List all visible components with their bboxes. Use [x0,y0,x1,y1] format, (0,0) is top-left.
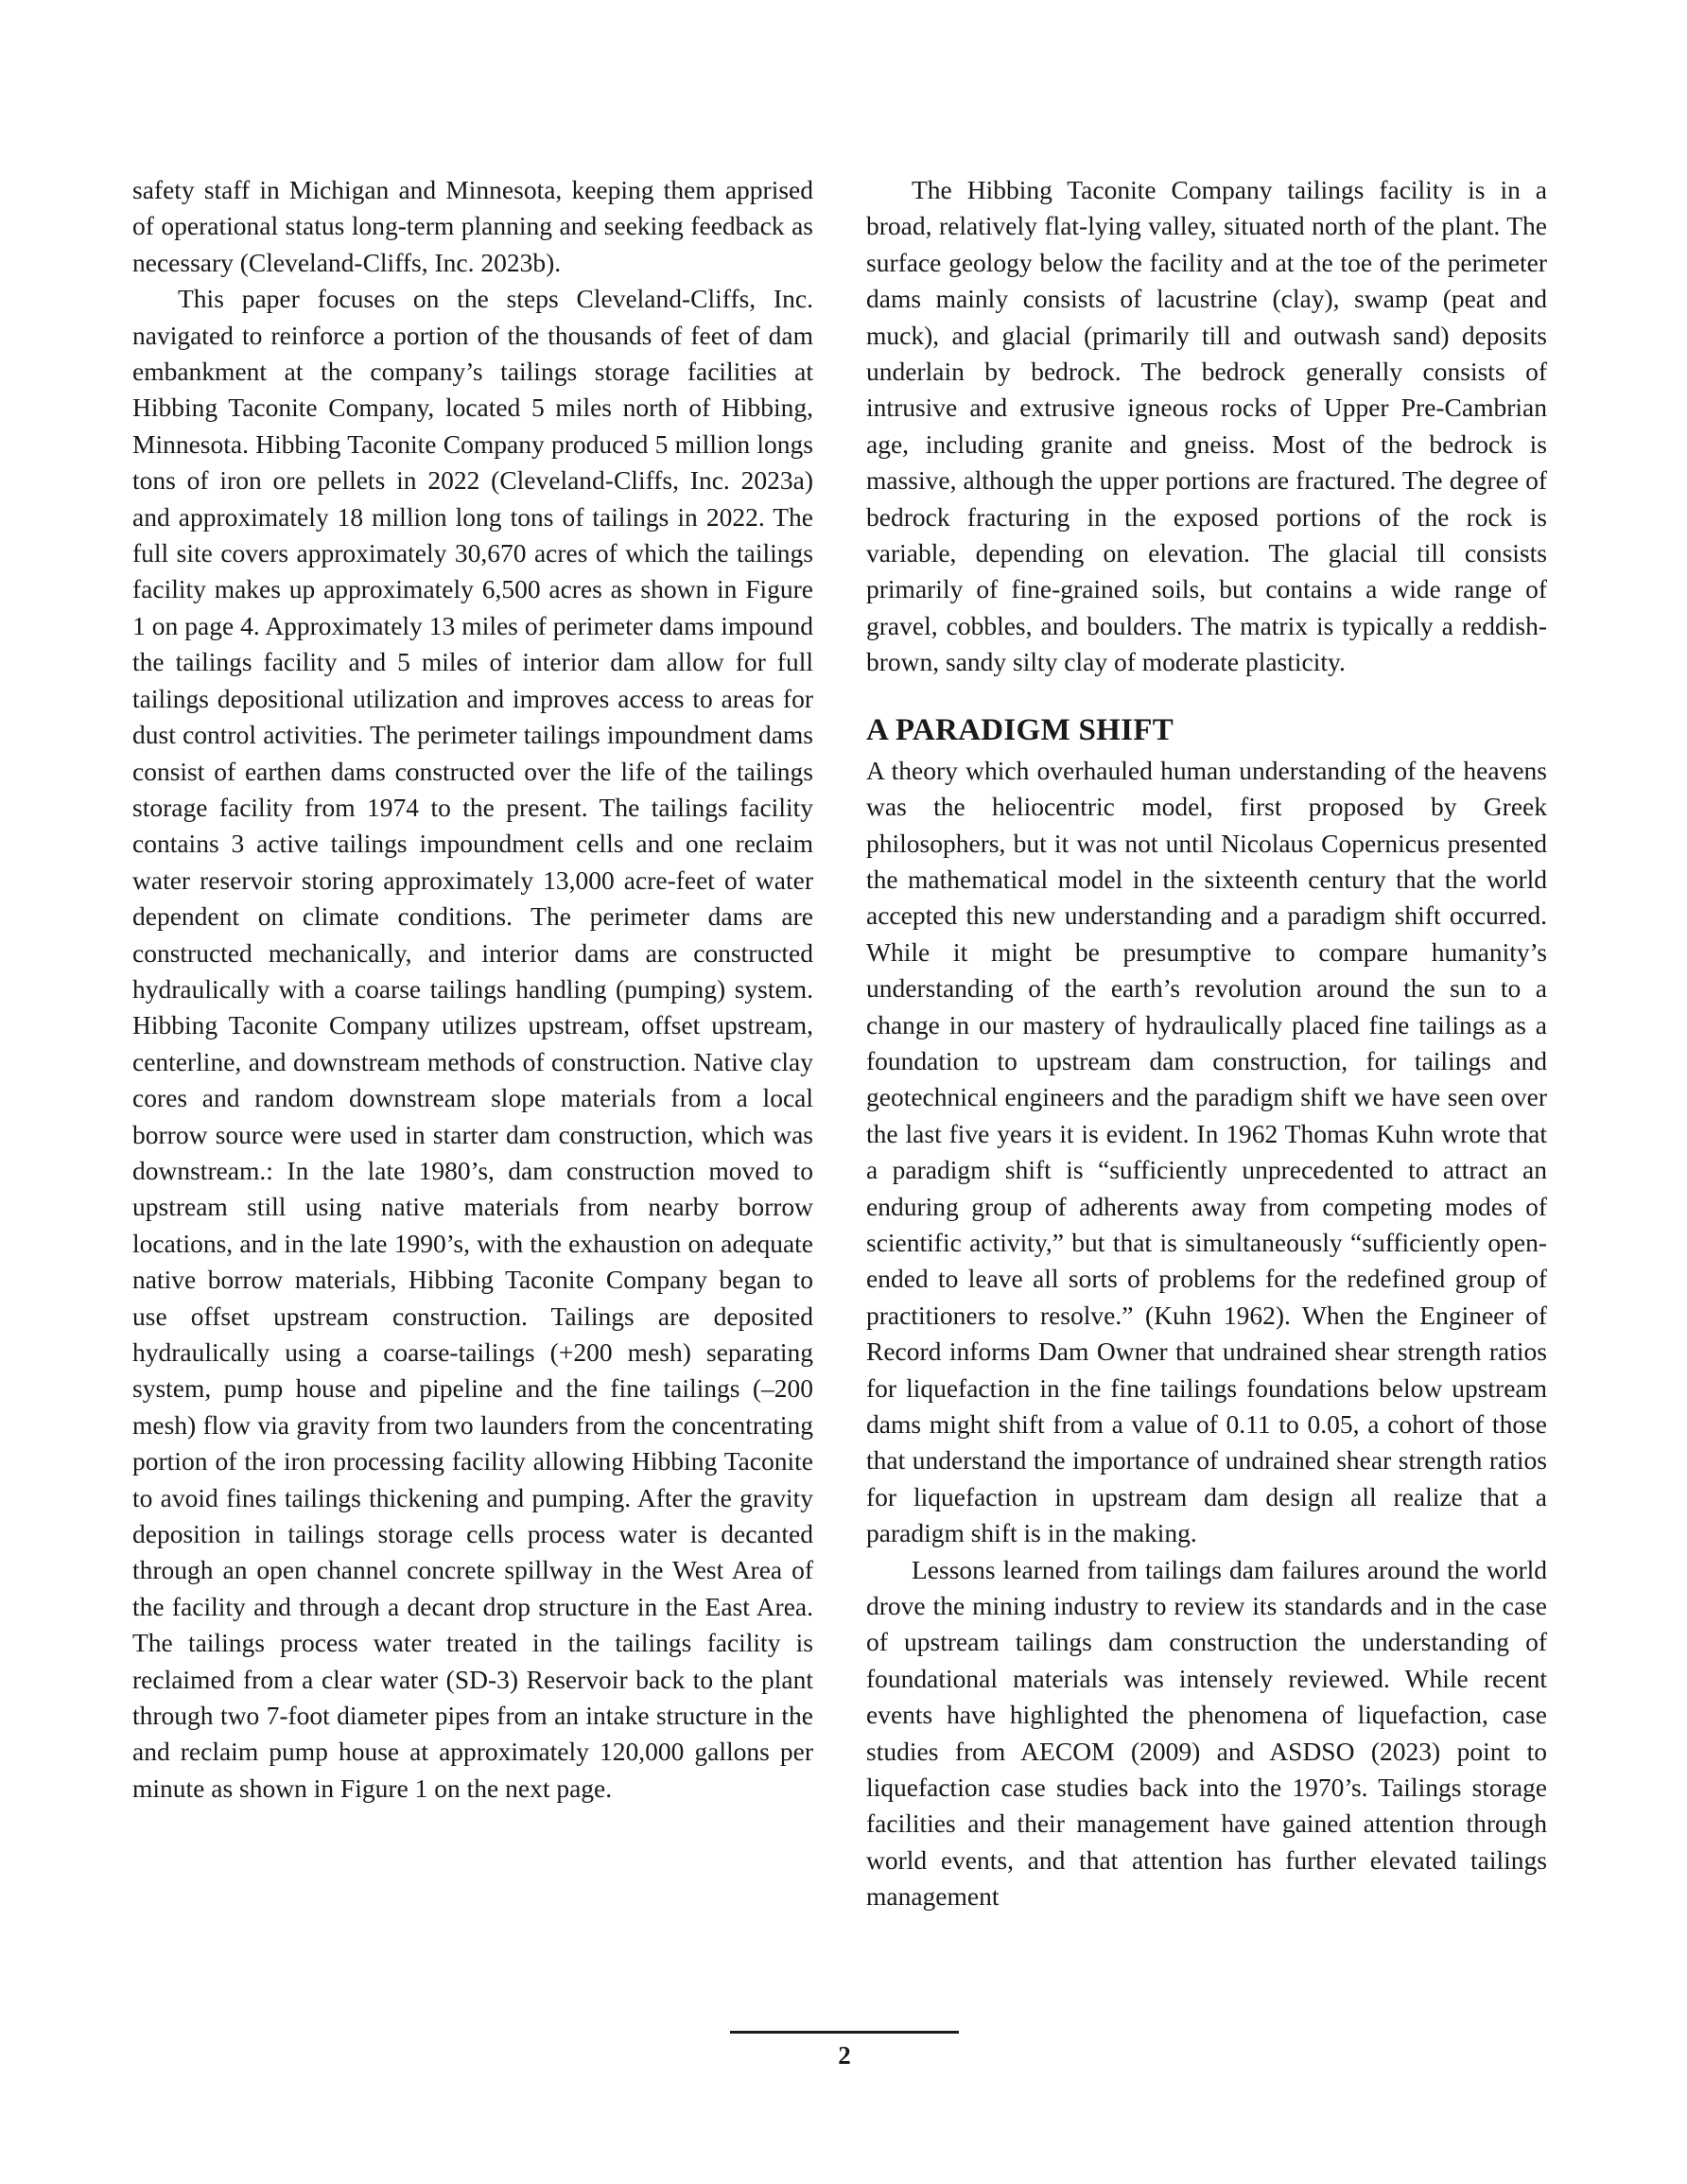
body-paragraph: A theory which overhauled human understanding of the heavens was the heliocentric model, first proposed by Greek philosophers, but it was not until Nicolaus Copernicus presented the mathematical model in the sixteenth century that the world accepted this new understanding and a paradigm shift occurred. While it might be presumptive to compare humanity’s understanding of the earth’s revolution around the sun to a change in our mastery of hydraulically placed fine tailings as a foundation to upstream dam construction, for tailings and geotechnical engineers and the paradigm shift we have seen over the last five years it is evident. In 1962 Thomas Kuhn wrote that a paradigm shift is “sufficiently unprecedented to attract an enduring group of adherents away from competing modes of scientific activity,” but that is simultaneously “sufficiently open-ended to leave all sorts of problems for the redefined group of practitioners to resolve.” (Kuhn 1962). When the Engineer of Record informs Dam Owner that undrained shear strength ratios for liquefaction in the fine tailings foundations below upstream dams might shift from a value of 0.11 to 0.05, a cohort of those that understand the importance of undrained shear strength ratios for liquefaction in upstream dam design all realize that a paradigm shift is in the making. [866,755,1547,1548]
body-paragraph: The Hibbing Taconite Company tailings facility is in a broad, relatively flat-lying valley, situated north of the plant. The surface geology below the facility and at the toe of the perimeter dams mainly consists of lacustrine (clay), swamp (peat and muck), and glacial (primarily till and outwash sand) deposits underlain by bedrock. The bedrock generally consists of intrusive and extrusive igneous rocks of Upper Pre-Cambrian age, including granite and gneiss. Most of the bedrock is massive, although the upper portions are fractured. The degree of bedrock fracturing in the exposed portions of the rock is variable, depending on elevation. The glacial till consists primarily of fine-grained soils, but contains a wide range of gravel, cobbles, and boulders. The matrix is typically a reddish-brown, sandy silty clay of moderate plasticity. [866,175,1547,677]
body-paragraph: This paper focuses on the steps Cleveland-Cliffs, Inc. navigated to reinforce a portion of the thousands of feet of dam embankment at the company’s tailings storage facilities at Hibbing Taconite Company, located 5 miles north of Hibbing, Minnesota. Hibbing Taconite Company produced 5 million longs tons of iron ore pellets in 2022 (Cleveland-Cliffs, Inc. 2023a) and approximately 18 million long tons of tailings in 2022. The full site covers approximately 30,670 acres of which the tailings facility makes up approximately 6,500 acres as shown in Figure 1 on page 4. Approximately 13 miles of perimeter dams impound the tailings facility and 5 miles of interior dam allow for full tailings depositional utilization and improves access to areas for dust control activities. The perimeter tailings impoundment dams consist of earthen dams constructed over the life of the tailings storage facility from 1974 to the present. The tailings facility contains 3 active tailings impoundment cells and one reclaim water reservoir storing approximately 13,000 acre-feet of water dependent on climate conditions. The perimeter dams are constructed mechanically, and interior dams are constructed hydraulically with a coarse tailings handling (pumping) system. Hibbing Taconite Company utilizes upstream, offset upstream, centerline, and downstream methods of construction. Native clay cores and random downstream slope materials from a local borrow source were used in starter dam construction, which was downstream.: In the late 1980’s, dam construction moved to upstream still using native materials from nearby borrow locations, and in the late 1990’s, with the exhaustion on adequate native borrow materials, Hibbing Taconite Company began to use offset upstream construction. Tailings are deposited hydraulically using a coarse-tailings (+200 mesh) separating system, pump house and pipeline and the fine tailings (–200 mesh) flow via gravity from two launders from the concentrating portion of the iron processing facility allowing Hibbing Taconite to avoid fines tailings thickening and pumping. After the gravity deposition in tailings storage cells process water is decanted through an open channel concrete spillway in the West Area of the facility and through a decant drop structure in the East Area. The tailings process water treated in the tailings facility is reclaimed from a clear water (SD-3) Reservoir back to the plant through two 7-foot diameter pipes from an intake structure in the and reclaim pump house at approximately 120,000 gallons per minute as shown in Figure 1 on the next page. [132,284,813,1803]
right-column [866,172,1547,1915]
body-paragraph: Lessons learned from tailings dam failures around the world drove the mining industry to review its standards and in the case of upstream tailings dam construction the understanding of foundational materials was intensely reviewed. While recent events have highlighted the phenomena of liquefaction, case studies from AECOM (2009) and ASDSO (2023) point to liquefaction case studies back into the 1970’s. Tailings storage facilities and their management have gained attention through world events, and that attention has further elevated tailings management [866,1554,1547,1912]
section-heading: A PARADIGM SHIFT [866,712,1174,747]
left-column [132,172,813,1807]
footer-divider [730,2031,959,2034]
body-paragraph: safety staff in Michigan and Minnesota, keeping them apprised of operational status long-term planning and seeking feedback as necessary (Cleveland-Cliffs, Inc. 2023b). [132,175,813,277]
page-number: 2 [838,2041,851,2070]
